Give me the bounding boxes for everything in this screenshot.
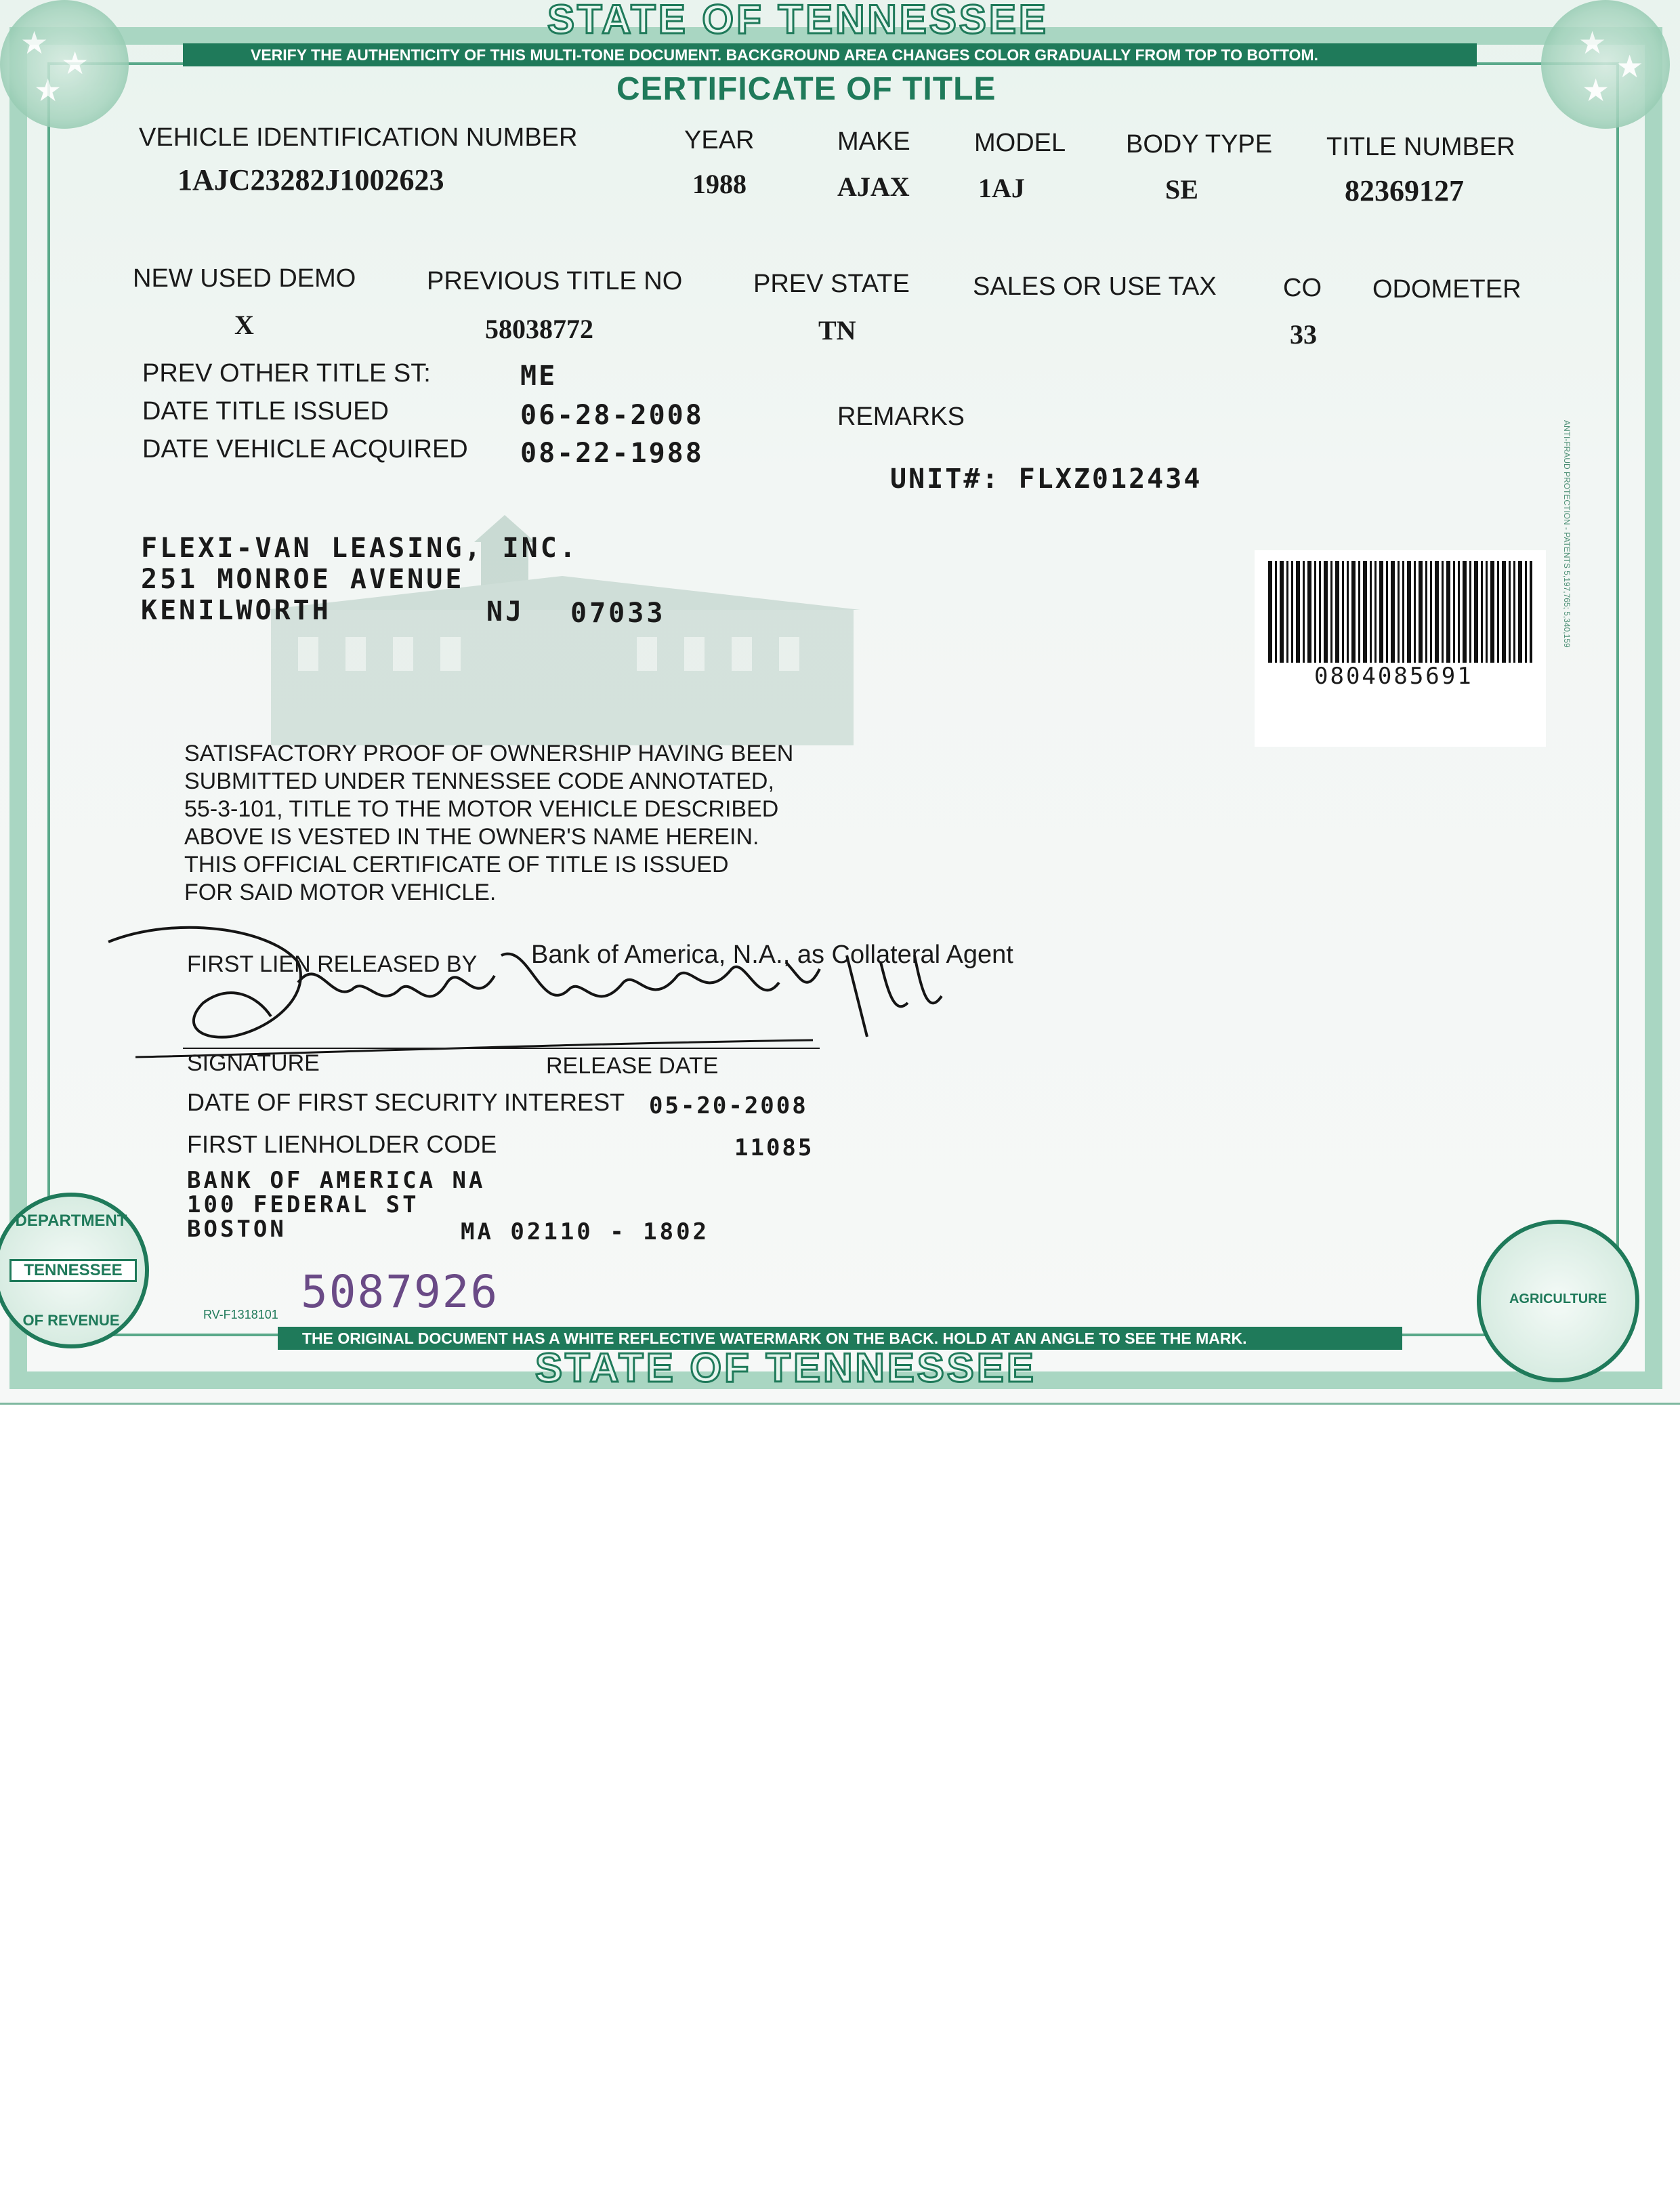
owner-state: NJ bbox=[486, 596, 525, 627]
date-vehicle-acquired-value: 08-22-1988 bbox=[520, 438, 704, 469]
ownership-statement bbox=[184, 740, 793, 907]
vin-value: 1AJC23282J1002623 bbox=[177, 163, 444, 197]
statement-line: ABOVE IS VESTED IN THE OWNER'S NAME HEREIN. bbox=[184, 824, 759, 850]
make-value: AJAX bbox=[837, 171, 910, 202]
date-title-issued-label: DATE TITLE ISSUED bbox=[142, 397, 389, 426]
lien-released-by-value: Bank of America, N.A., as Collateral Agent bbox=[531, 941, 1013, 969]
first-lien-released-by-label: FIRST LIEN RELEASED BY bbox=[187, 951, 478, 977]
anti-fraud-note: ANTI-FRAUD PROTECTION - PATENTS 5,197,765; 5,340,159 bbox=[1562, 420, 1572, 648]
previous-title-no-value: 58038772 bbox=[485, 314, 593, 344]
date-title-issued-value: 06-28-2008 bbox=[520, 400, 704, 431]
statement-line: FOR SAID MOTOR VEHICLE. bbox=[184, 880, 497, 905]
statement-line: THIS OFFICIAL CERTIFICATE OF TITLE IS ISSUED bbox=[184, 852, 729, 878]
owner-city: KENILWORTH bbox=[141, 595, 331, 626]
new-used-demo-label: NEW USED DEMO bbox=[133, 264, 356, 293]
year-label: YEAR bbox=[684, 126, 755, 154]
corner-rosette-top-left bbox=[0, 0, 129, 129]
date-vehicle-acquired-label: DATE VEHICLE ACQUIRED bbox=[142, 435, 468, 463]
prev-other-title-state-label: PREV OTHER TITLE ST: bbox=[142, 359, 431, 388]
title-number-label: TITLE NUMBER bbox=[1326, 133, 1515, 161]
star-icon: ★ bbox=[1578, 25, 1607, 60]
signature-label: SIGNATURE bbox=[187, 1050, 320, 1076]
star-icon: ★ bbox=[20, 25, 49, 60]
model-value: 1AJ bbox=[978, 173, 1025, 203]
lienholder-name: BANK OF AMERICA NA bbox=[187, 1167, 486, 1194]
title-number-value: 82369127 bbox=[1345, 174, 1464, 207]
release-date-label: RELEASE DATE bbox=[546, 1053, 719, 1079]
previous-title-no-label: PREVIOUS TITLE NO bbox=[427, 267, 683, 295]
corner-rosette-top-right bbox=[1541, 0, 1670, 129]
prev-state-label: PREV STATE bbox=[753, 270, 910, 298]
star-icon: ★ bbox=[1582, 73, 1610, 108]
control-number: 5087926 bbox=[301, 1266, 499, 1318]
form-number: RV-F1318101 bbox=[203, 1308, 278, 1321]
star-icon: ★ bbox=[34, 73, 62, 108]
document-title: CERTIFICATE OF TITLE bbox=[616, 71, 996, 107]
prev-state-value: TN bbox=[818, 315, 856, 346]
barcode-number: 0804085691 bbox=[1314, 663, 1473, 690]
first-lienholder-code-value: 11085 bbox=[734, 1134, 814, 1161]
lienholder-street: 100 FEDERAL ST bbox=[187, 1191, 419, 1218]
used-mark: X bbox=[234, 310, 254, 340]
seal-text-middle: TENNESSEE bbox=[9, 1259, 137, 1282]
model-label: MODEL bbox=[974, 129, 1066, 157]
great-seal-of-tennessee bbox=[1477, 1220, 1639, 1382]
department-of-revenue-seal bbox=[0, 1193, 149, 1348]
seal-text-top: DEPARTMENT bbox=[15, 1212, 127, 1230]
county-label: CO bbox=[1283, 274, 1322, 302]
remarks-label: REMARKS bbox=[837, 402, 965, 431]
verify-bar bbox=[183, 43, 1477, 66]
watermark-note: THE ORIGINAL DOCUMENT HAS A WHITE REFLECTIVE WATERMARK ON THE BACK. HOLD AT AN ANGLE TO SEE THE MARK. bbox=[302, 1329, 1247, 1347]
date-first-security-interest-value: 05-20-2008 bbox=[649, 1092, 808, 1119]
seal-agriculture-text: AGRICULTURE bbox=[1509, 1292, 1608, 1306]
seal-text-bottom: OF REVENUE bbox=[22, 1312, 120, 1329]
odometer-label: ODOMETER bbox=[1372, 275, 1521, 304]
statement-line: SUBMITTED UNDER TENNESSEE CODE ANNOTATED, bbox=[184, 768, 774, 794]
owner-street: 251 MONROE AVENUE bbox=[141, 564, 465, 595]
statement-line: 55-3-101, TITLE TO THE MOTOR VEHICLE DESCRIBED bbox=[184, 796, 779, 822]
star-icon: ★ bbox=[61, 45, 89, 81]
star-icon: ★ bbox=[1616, 49, 1644, 84]
sales-or-use-tax-label: SALES OR USE TAX bbox=[973, 272, 1217, 301]
owner-zip: 07033 bbox=[570, 598, 666, 629]
body-type-label: BODY TYPE bbox=[1126, 130, 1273, 159]
year-value: 1988 bbox=[692, 169, 747, 199]
body-type-value: SE bbox=[1165, 174, 1198, 205]
owner-name: FLEXI-VAN LEASING, INC. bbox=[141, 533, 579, 564]
date-first-security-interest-label: DATE OF FIRST SECURITY INTEREST bbox=[187, 1088, 625, 1116]
verify-note: VERIFY THE AUTHENTICITY OF THIS MULTI-TONE DOCUMENT. BACKGROUND AREA CHANGES COLOR GRADUALLY FROM TOP TO BOTTOM. bbox=[251, 46, 1318, 64]
statement-line: SATISFACTORY PROOF OF OWNERSHIP HAVING BEEN bbox=[184, 741, 794, 766]
prev-other-title-state-value: ME bbox=[520, 360, 558, 392]
lienholder-city: BOSTON bbox=[187, 1216, 287, 1243]
signature-line bbox=[183, 1048, 820, 1049]
county-value: 33 bbox=[1290, 319, 1317, 350]
banner-state-of-tennessee-top: STATE OF TENNESSEE bbox=[547, 0, 1049, 42]
first-lienholder-code-label: FIRST LIENHOLDER CODE bbox=[187, 1130, 497, 1158]
banner-state-of-tennessee-bottom: STATE OF TENNESSEE bbox=[535, 1345, 1036, 1390]
lienholder-state-zip: MA 02110 - 1802 bbox=[461, 1218, 710, 1245]
unit-number: UNIT#: FLXZ012434 bbox=[890, 463, 1202, 495]
barcode bbox=[1268, 561, 1532, 663]
make-label: MAKE bbox=[837, 127, 910, 156]
vin-label: VEHICLE IDENTIFICATION NUMBER bbox=[139, 123, 578, 152]
